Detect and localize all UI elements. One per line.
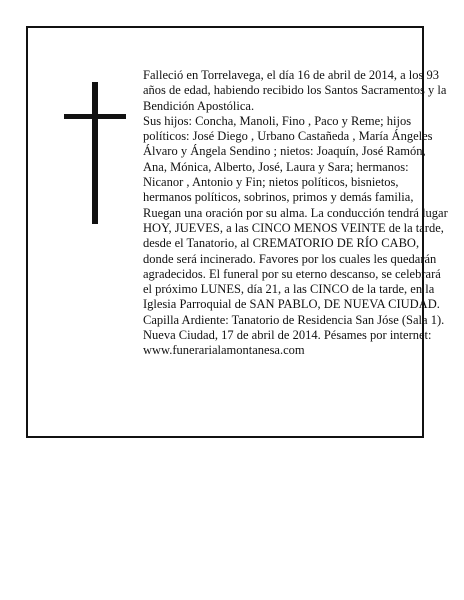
cross-icon-crossbar [64, 114, 126, 119]
funeral-details: Ruegan una oración por su alma. La conducción tendrá lugar HOY, JUEVES, a las CINCO MENOS VEINTE de la tarde, desde el Tanatorio, al CREMATORIO DE RÍO CABO, donde será incinerado. Favores por los cuales les quedarán agradecidos. El funeral por su eterno descanso, se celebrará el próximo LUNES, día 21, a las CINCO de la tarde, en la Iglesia Parroquial de SAN PABLO, DE NUEVA CIUDAD. Capilla Ardiente: Tanatorio de Residencia San Jóse (Sala 1). [143, 205, 448, 327]
place-date-footer: Nueva Ciudad, 17 de abril de 2014. Pésames por internet: www.funerarialamontanesa.com [143, 328, 432, 358]
obituary-notice [26, 26, 448, 438]
family-list: Sus hijos: Concha, Manoli, Fino , Paco y Reme; hijos políticos: José Diego , Urbano Castañeda , María Ángeles Álvaro y Ángela Sendino ; nietos: Joaquín, José Ramón, Ana, Mónica, Alberto, José, Laura y Sara; hermanos: Nicanor , Antonio y Fin; nietos políticos, bisnietos, hermanos políticos, sobrinos, primos y demás familia, [143, 113, 433, 205]
death-announcement: Falleció en Torrelavega, el día 16 de abril de 2014, a los 93 años de edad, habiendo recibido los Santos Sacramentos y la Bendición Apostólica. [143, 68, 447, 113]
cross-icon [92, 82, 98, 224]
notice-text [143, 68, 448, 359]
